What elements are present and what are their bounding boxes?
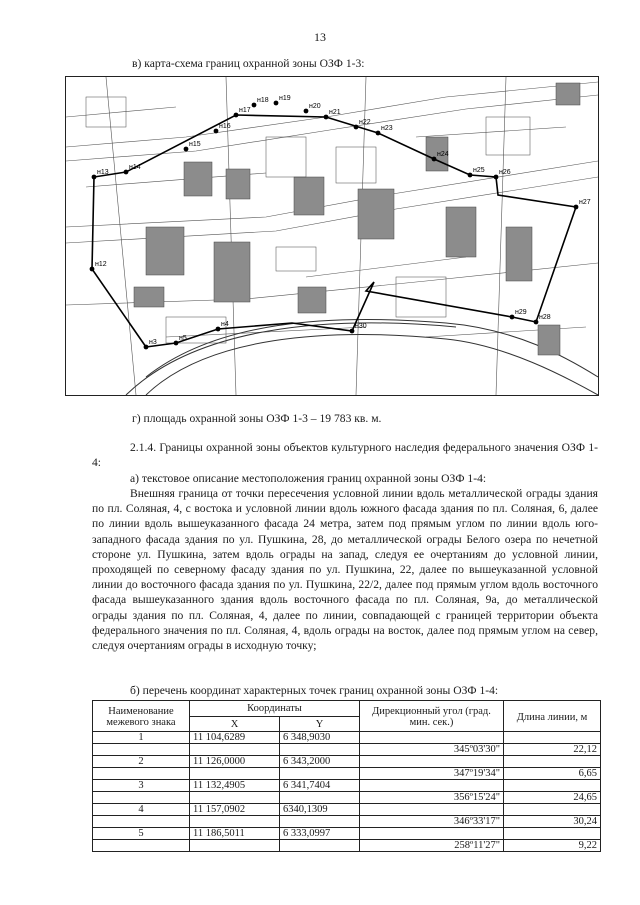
coordinates-table (92, 700, 601, 852)
header-y: Y (280, 716, 360, 732)
item-a-text: а) текстовое описание местоположения границ охранной зоны ОЗФ 1-4: (130, 472, 487, 485)
boundary-description: Внешняя граница от точки пересечения условной линии вдоль металлической ограды здания по пл. Соляная, 4, с востока и условной линии вдоль южного фасада здания по пл. Соляная, 6, далее по линии вдоль вышеуказанного фасада 24 метра, затем под прямым углом по линии вдоль юго-западного фасада здания по ул. Пушкина, 28, до металлической ограды Белого озера по нечетной стороне ул. Пушкина, затем вдоль ограды на запад, следуя ее очертаниям до условной линии, проходящей по северному фасаду здания по ул. Пушкина, 22, далее по вышеуказанной условной линии до восточного фасада здания по ул. Пушкина, 22/2, далее под прямым углом вдоль восточного фасада вышеуказанного здания вдоль восточного фасада по пл. Соляная, 9а, до металлической ограды здания по пл. Соляная, 4, далее по линии, совпадающей с границей территории объекта федерального значения по пл. Соляная, 4, вдоль ограды на восток, далее под прямым углом на север, следуя очертаниям ограды в исходную точку; (92, 487, 598, 653)
segment-angle: 356º15'24" (360, 792, 504, 804)
point-label: н28 (539, 314, 551, 321)
point-label: н13 (97, 169, 109, 176)
boundary-point (574, 205, 579, 210)
boundary-point (214, 129, 219, 134)
page-number: 13 (314, 30, 326, 44)
boundary-point (494, 175, 499, 180)
segment-angle: 258º11'27" (360, 840, 504, 852)
header-name: Наименование межевого знака (93, 701, 190, 732)
boundary-point (534, 320, 539, 325)
point-label: н12 (95, 261, 107, 268)
table-row (93, 828, 601, 840)
table-row (93, 792, 601, 804)
point-name: 3 (93, 780, 190, 792)
point-label: н30 (355, 323, 367, 330)
point-x: 11 104,6289 (190, 732, 280, 744)
point-label: н29 (515, 309, 527, 316)
table-row (93, 768, 601, 780)
point-y: 6 343,2000 (280, 756, 360, 768)
point-y: 6340,1309 (280, 804, 360, 816)
boundary-point (324, 115, 329, 120)
point-label: н27 (579, 199, 591, 206)
boundary-point (216, 327, 221, 332)
table-row (93, 744, 601, 756)
header-angle: Дирекционный угол (град. мин. сек.) (360, 701, 504, 732)
boundary-point (468, 173, 473, 178)
boundary-point (234, 113, 239, 118)
table-row (93, 840, 601, 852)
boundary-point (144, 345, 149, 350)
boundary-map (65, 76, 599, 396)
map-caption: в) карта-схема границ охранной зоны ОЗФ 1-3: (132, 57, 365, 70)
point-y: 6 333,0997 (280, 828, 360, 840)
point-label: н18 (257, 97, 269, 104)
point-label: н25 (473, 167, 485, 174)
point-label: н23 (381, 125, 393, 132)
table-row (93, 816, 601, 828)
header-length: Длина линии, м (504, 701, 601, 732)
point-label: н19 (279, 95, 291, 102)
segment-length: 6,65 (504, 768, 601, 780)
point-name: 4 (93, 804, 190, 816)
boundary-point (376, 131, 381, 136)
segment-length: 30,24 (504, 816, 601, 828)
map-buildings (134, 83, 580, 355)
boundary-point (510, 315, 515, 320)
boundary-point (252, 103, 257, 108)
table-row (93, 804, 601, 816)
point-name: 5 (93, 828, 190, 840)
boundary-point (124, 170, 129, 175)
table-row (93, 732, 601, 744)
boundary-point (184, 147, 189, 152)
point-label: н16 (219, 123, 231, 130)
segment-angle: 345º03'30" (360, 744, 504, 756)
segment-length: 24,65 (504, 792, 601, 804)
boundary-point (92, 175, 97, 180)
item-b-text: б) перечень координат характерных точек границ охранной зоны ОЗФ 1-4: (130, 684, 499, 697)
point-label: н20 (309, 103, 321, 110)
point-label: н24 (437, 151, 449, 158)
point-x: 11 126,0000 (190, 756, 280, 768)
segment-angle: 347º19'34" (360, 768, 504, 780)
point-name: 1 (93, 732, 190, 744)
point-label: н17 (239, 107, 251, 114)
segment-length: 22,12 (504, 744, 601, 756)
boundary-map-drawing (66, 77, 598, 395)
boundary-point (274, 101, 279, 106)
table-row (93, 780, 601, 792)
table-row (93, 756, 601, 768)
boundary-point (354, 125, 359, 130)
point-label: н4 (221, 321, 229, 328)
point-label: н14 (129, 164, 141, 171)
point-label: н5 (179, 335, 187, 342)
boundary-point (350, 329, 355, 334)
header-coords: Координаты (190, 701, 360, 717)
point-x: 11 132,4905 (190, 780, 280, 792)
boundary-point (174, 341, 179, 346)
segment-length: 9,22 (504, 840, 601, 852)
point-y: 6 348,9030 (280, 732, 360, 744)
segment-angle: 346º33'17" (360, 816, 504, 828)
boundary-point (304, 109, 309, 114)
point-y: 6 341,7404 (280, 780, 360, 792)
section-heading: 2.1.4. Границы охранной зоны объектов культурного наследия федерального значения ОЗФ 1-4: (92, 441, 598, 470)
boundary-point (432, 157, 437, 162)
point-label: н21 (329, 109, 341, 116)
point-label: н26 (499, 169, 511, 176)
point-label: н3 (149, 339, 157, 346)
point-x: 11 157,0902 (190, 804, 280, 816)
boundary-points (90, 101, 579, 350)
point-name: 2 (93, 756, 190, 768)
point-label: н15 (189, 141, 201, 148)
point-x: 11 186,5011 (190, 828, 280, 840)
point-labels (95, 95, 591, 346)
boundary-point (90, 267, 95, 272)
point-label: н22 (359, 119, 371, 126)
header-x: X (190, 716, 280, 732)
area-text: г) площадь охранной зоны ОЗФ 1-3 – 19 783 кв. м. (132, 412, 382, 425)
